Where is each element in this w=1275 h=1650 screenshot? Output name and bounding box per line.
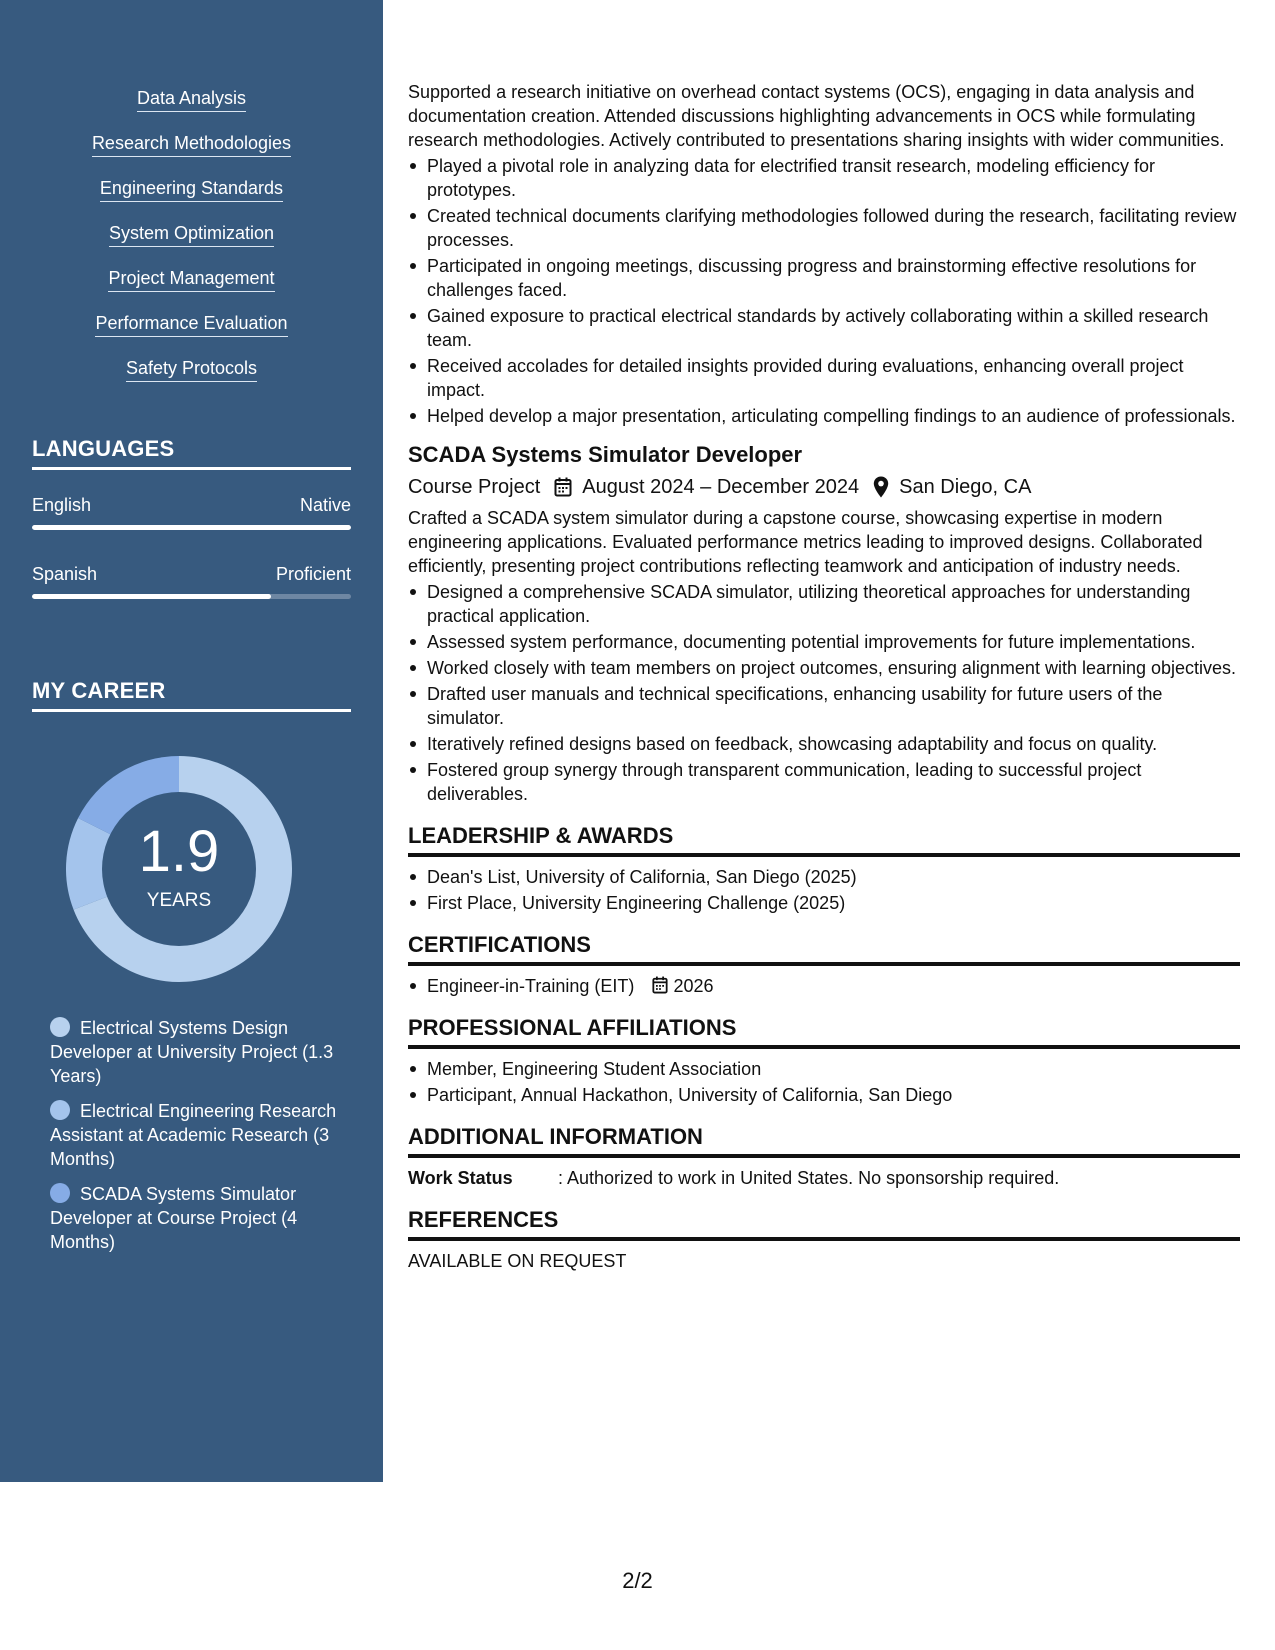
skill-item: Engineering Standards xyxy=(100,176,283,202)
bullet-item: Helped develop a major presentation, articulating compelling findings to an audience of professionals. xyxy=(408,404,1240,428)
job-bullets xyxy=(408,580,1240,806)
career-legend-item xyxy=(50,1182,340,1254)
sidebar xyxy=(0,0,383,1482)
bullet-item: Dean's List, University of California, San Diego (2025) xyxy=(408,865,1240,889)
language-bar-fill xyxy=(32,594,271,599)
certification-name: Engineer-in-Training (EIT) xyxy=(427,976,635,996)
career-legend-text: SCADA Systems Simulator Developer at Course Project (4 Months) xyxy=(50,1184,298,1252)
job-meta xyxy=(408,474,1240,500)
skills-list xyxy=(0,86,383,401)
job-title: SCADA Systems Simulator Developer xyxy=(408,442,803,467)
leadership-heading: LEADERSHIP & AWARDS xyxy=(408,822,1240,857)
bullet-item: Worked closely with team members on project outcomes, ensuring alignment with learning objectives. xyxy=(408,656,1240,680)
bullet-item: Created technical documents clarifying methodologies followed during the research, facilitating review processes. xyxy=(408,204,1240,252)
career-legend-item xyxy=(50,1016,340,1088)
legend-dot-icon xyxy=(50,1017,70,1037)
career-legend-text: Electrical Systems Design Developer at University Project (1.3 Years) xyxy=(50,1018,334,1086)
languages-heading: LANGUAGES xyxy=(32,436,351,470)
certification-item xyxy=(408,974,1240,998)
experience-summary: Supported a research initiative on overhead contact systems (OCS), engaging in data analysis and documentation creation. Attended discussions highlighting advancements in OCS while formulating research methodologies. Actively contributed to presentations sharing insights with wider communities. xyxy=(408,82,1225,150)
language-row xyxy=(32,494,351,516)
career-total-value: 1.9 xyxy=(138,819,220,884)
job-summary: Crafted a SCADA system simulator during a capstone course, showcasing expertise in modern engineering applications. Evaluated performance metrics leading to improved designs. Collaborated efficiently, presenting project contributions reflecting teamwork and anticipation of industry needs. xyxy=(408,508,1203,576)
career-heading: MY CAREER xyxy=(32,678,351,712)
additional-info-heading: ADDITIONAL INFORMATION xyxy=(408,1123,1240,1158)
main-content xyxy=(408,80,1240,1273)
work-status-label: Work Status xyxy=(408,1168,513,1188)
calendar-icon xyxy=(554,477,572,497)
career-legend xyxy=(50,1016,340,1265)
affiliations-heading: PROFESSIONAL AFFILIATIONS xyxy=(408,1014,1240,1049)
skill-item: Research Methodologies xyxy=(92,131,291,157)
references-text: AVAILABLE ON REQUEST xyxy=(408,1251,627,1271)
work-status-row xyxy=(408,1166,1240,1190)
language-bar xyxy=(32,525,351,530)
language-name: English xyxy=(32,495,92,515)
language-level: Native xyxy=(299,495,351,515)
skill-item: Data Analysis xyxy=(137,86,246,112)
language-name: Spanish xyxy=(32,564,98,584)
bullet-item: Assessed system performance, documenting potential improvements for future implementations. xyxy=(408,630,1240,654)
certifications-heading: CERTIFICATIONS xyxy=(408,931,1240,966)
career-legend-text: Electrical Engineering Research Assistant at Academic Research (3 Months) xyxy=(50,1101,337,1169)
page-number: 2/2 xyxy=(622,1568,653,1593)
job-org: Course Project xyxy=(408,476,541,498)
work-status-value: : Authorized to work in United States. No sponsorship required. xyxy=(558,1168,1060,1188)
legend-dot-icon xyxy=(50,1100,70,1120)
bullet-item: Designed a comprehensive SCADA simulator, utilizing theoretical approaches for understanding practical application. xyxy=(408,580,1240,628)
bullet-item: Fostered group synergy through transparent communication, leading to successful project deliverables. xyxy=(408,758,1240,806)
bullet-item: First Place, University Engineering Challenge (2025) xyxy=(408,891,1240,915)
skill-item: Safety Protocols xyxy=(126,356,257,382)
bullet-item: Member, Engineering Student Association xyxy=(408,1057,1240,1081)
bullet-item: Participant, Annual Hackathon, University of California, San Diego xyxy=(408,1083,1240,1107)
job-dates: August 2024 – December 2024 xyxy=(582,476,860,498)
language-bar xyxy=(32,594,351,599)
skill-item: Performance Evaluation xyxy=(95,311,287,337)
location-pin-icon xyxy=(873,476,889,498)
calendar-icon xyxy=(652,976,668,994)
references-heading: REFERENCES xyxy=(408,1206,1240,1241)
experience-bullets xyxy=(408,154,1240,428)
affiliations-list xyxy=(408,1057,1240,1107)
bullet-item: Drafted user manuals and technical specifications, enhancing usability for future users of the simulator. xyxy=(408,682,1240,730)
language-level: Proficient xyxy=(275,564,351,584)
certification-year: 2026 xyxy=(673,976,714,996)
certifications-list xyxy=(408,974,1240,998)
legend-dot-icon xyxy=(50,1183,70,1203)
career-legend-item xyxy=(50,1099,340,1171)
career-total-unit: YEARS xyxy=(146,890,212,911)
bullet-item: Participated in ongoing meetings, discussing progress and brainstorming effective resolutions for challenges faced. xyxy=(408,254,1240,302)
bullet-item: Played a pivotal role in analyzing data for electrified transit research, modeling efficiency for prototypes. xyxy=(408,154,1240,202)
language-row xyxy=(32,563,351,585)
bullet-item: Gained exposure to practical electrical standards by actively collaborating within a skilled research team. xyxy=(408,304,1240,352)
skill-item: System Optimization xyxy=(109,221,274,247)
job-location: San Diego, CA xyxy=(899,476,1032,498)
bullet-item: Iteratively refined designs based on feedback, showcasing adaptability and focus on quality. xyxy=(408,732,1240,756)
language-bar-fill xyxy=(32,525,351,530)
skill-item: Project Management xyxy=(108,266,274,292)
bullet-item: Received accolades for detailed insights provided during evaluations, enhancing overall project impact. xyxy=(408,354,1240,402)
leadership-list xyxy=(408,865,1240,915)
